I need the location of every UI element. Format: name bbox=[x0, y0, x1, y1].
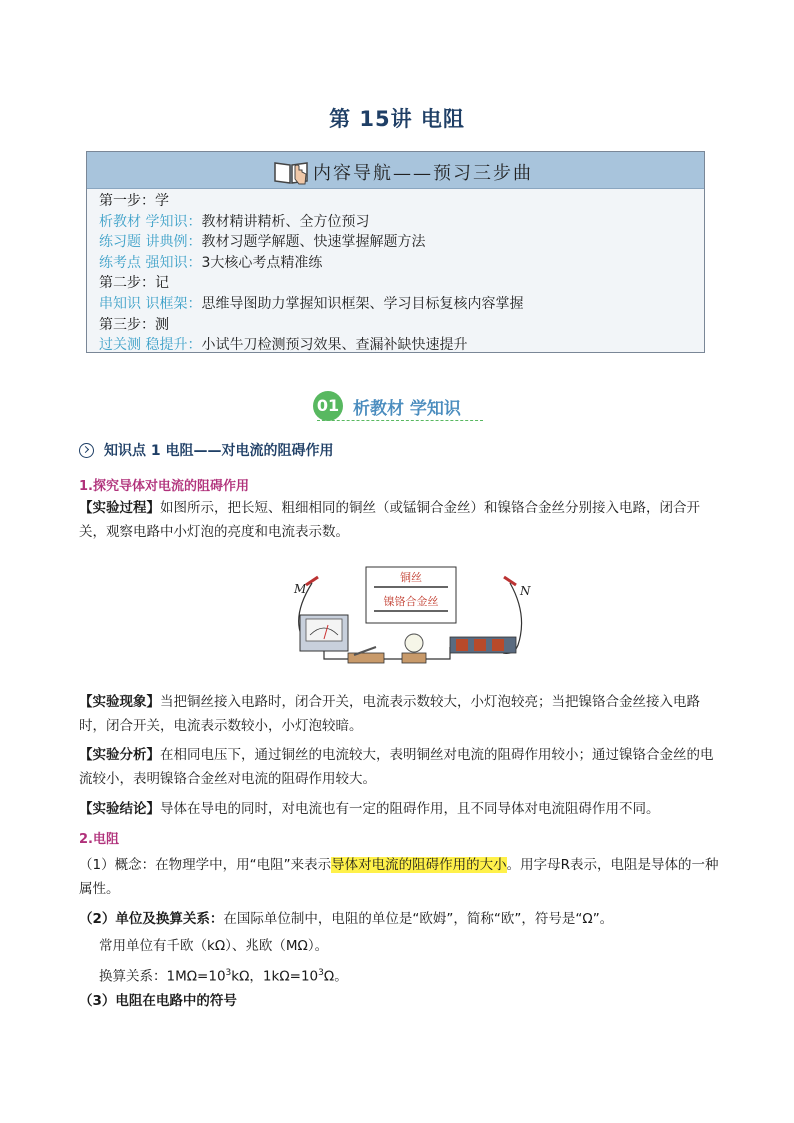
guide-row bbox=[99, 253, 694, 274]
guide-step: 第一步：学 bbox=[99, 193, 169, 209]
subsection-heading-2: 2.电阻 bbox=[79, 832, 119, 847]
convert-c: Ω。 bbox=[323, 968, 348, 985]
convert-a-sup: 3 bbox=[225, 968, 232, 978]
guide-row bbox=[99, 273, 694, 294]
conclusion-text: 导体在导电的同时，对电流也有一定的阻碍作用，且不同导体对电流阻碍作用不同。 bbox=[160, 801, 660, 817]
guide-desc: 小试牛刀检测预习效果、查漏补缺快速提升 bbox=[201, 337, 468, 354]
experiment-analysis bbox=[79, 743, 724, 791]
book-hand-icon bbox=[273, 157, 309, 185]
guide-row bbox=[99, 212, 694, 233]
label-m: M bbox=[294, 582, 307, 596]
units-paragraph bbox=[79, 907, 724, 931]
units-conversion bbox=[79, 961, 744, 989]
battery-icon bbox=[450, 637, 516, 653]
guide-desc: 教材习题学解题、快速掌握解题方法 bbox=[201, 234, 426, 251]
analysis-text: 在相同电压下，通过铜丝的电流较大，表明铜丝对电流的阻碍作用较小；通过镍铬合金丝的电流较小，表明镍铬合金丝对电流的阻碍作用较大。 bbox=[79, 747, 714, 787]
switch-icon bbox=[348, 647, 384, 663]
process-tag: 【实验过程】 bbox=[79, 500, 160, 516]
subsection-heading-1: 1.探究导体对电流的阻碍作用 bbox=[79, 479, 249, 494]
guide-heading: 内容导航——预习三步曲 bbox=[313, 163, 533, 184]
experiment-conclusion bbox=[79, 797, 724, 821]
wire2-label: 镍铬合金丝 bbox=[383, 595, 439, 608]
guide-key: 过关测 稳提升： bbox=[99, 337, 202, 354]
concept-prefix: （1）概念：在物理学中，用“电阻”来表示 bbox=[79, 857, 332, 873]
units-common: 常用单位有千欧（kΩ）、兆欧（MΩ）。 bbox=[99, 938, 329, 954]
wire1-label: 铜丝 bbox=[400, 571, 422, 584]
guide-row bbox=[99, 335, 694, 356]
ammeter-icon bbox=[300, 615, 348, 651]
units-text: 在国际单位制中，电阻的单位是“欧姆”，简称“欧”，符号是“Ω”。 bbox=[223, 911, 614, 927]
concept-suffix: 。用字母R表示，电阻是导体的一种属性。 bbox=[79, 857, 719, 897]
guide-step: 第三步：测 bbox=[99, 316, 169, 333]
guide-key: 串知识 识框架： bbox=[99, 295, 202, 312]
phenomenon-text: 当把铜丝接入电路时，闭合开关，电流表示数较大，小灯泡较亮；当把镍铬合金丝接入电路时，闭合开关，电流表示数较小，小灯泡较暗。 bbox=[79, 694, 700, 734]
guide-key: 练考点 强知识： bbox=[99, 254, 202, 271]
convert-a: 1MΩ=10 bbox=[166, 968, 226, 985]
page-title: 第 15讲 电阻 bbox=[329, 107, 465, 131]
guide-header bbox=[87, 152, 704, 189]
analysis-tag: 【实验分析】 bbox=[79, 747, 160, 763]
convert-prefix: 换算关系： bbox=[99, 968, 167, 985]
bulb-icon bbox=[402, 634, 426, 663]
arrow-circle-icon bbox=[79, 443, 94, 458]
guide-row bbox=[99, 191, 694, 212]
knowledge-point-heading bbox=[79, 440, 334, 462]
guide-desc: 思维导图助力掌握知识框架、学习目标复核内容掌握 bbox=[201, 295, 524, 312]
guide-key: 析教材 学知识： bbox=[99, 213, 202, 230]
guide-key: 练习题 讲典例： bbox=[99, 234, 202, 251]
guide-row bbox=[99, 232, 694, 253]
section-underline bbox=[317, 420, 483, 421]
guide-row bbox=[99, 294, 694, 315]
units-head: （2）单位及换算关系： bbox=[79, 911, 224, 927]
process-text: 如图所示，把长短、粗细相同的铜丝（或锰铜合金丝）和镍铬合金丝分别接入电路，闭合开关，观察电路中小灯泡的亮度和电流表示数。 bbox=[79, 500, 700, 540]
guide-step: 第二步：记 bbox=[99, 275, 169, 292]
guide-rows bbox=[87, 189, 704, 356]
guide-row bbox=[99, 315, 694, 336]
circuit-diagram bbox=[288, 565, 538, 665]
guide-desc: 3大核心考点精准练 bbox=[201, 254, 323, 271]
phenomenon-tag: 【实验现象】 bbox=[79, 694, 160, 710]
guide-desc: 教材精讲精析、全方位预习 bbox=[201, 213, 370, 230]
knowledge-point-title: 知识点 1 电阻——对电流的阻碍作用 bbox=[104, 443, 334, 459]
experiment-process bbox=[79, 496, 724, 544]
label-n: N bbox=[520, 584, 531, 598]
concept-paragraph bbox=[79, 853, 724, 901]
symbol-heading: （3）电阻在电路中的符号 bbox=[79, 993, 237, 1009]
section-badge bbox=[313, 389, 483, 423]
convert-b: kΩ，1kΩ=10 bbox=[231, 968, 319, 985]
section-number: 01 bbox=[313, 391, 343, 421]
experiment-phenomenon bbox=[79, 690, 724, 738]
convert-b-sup: 3 bbox=[318, 968, 324, 978]
conclusion-tag: 【实验结论】 bbox=[79, 801, 160, 817]
concept-highlight: 导体对电流的阻碍作用的大小 bbox=[331, 857, 507, 873]
content-guide-box bbox=[86, 151, 705, 353]
section-label: 析教材 学知识 bbox=[353, 399, 461, 419]
